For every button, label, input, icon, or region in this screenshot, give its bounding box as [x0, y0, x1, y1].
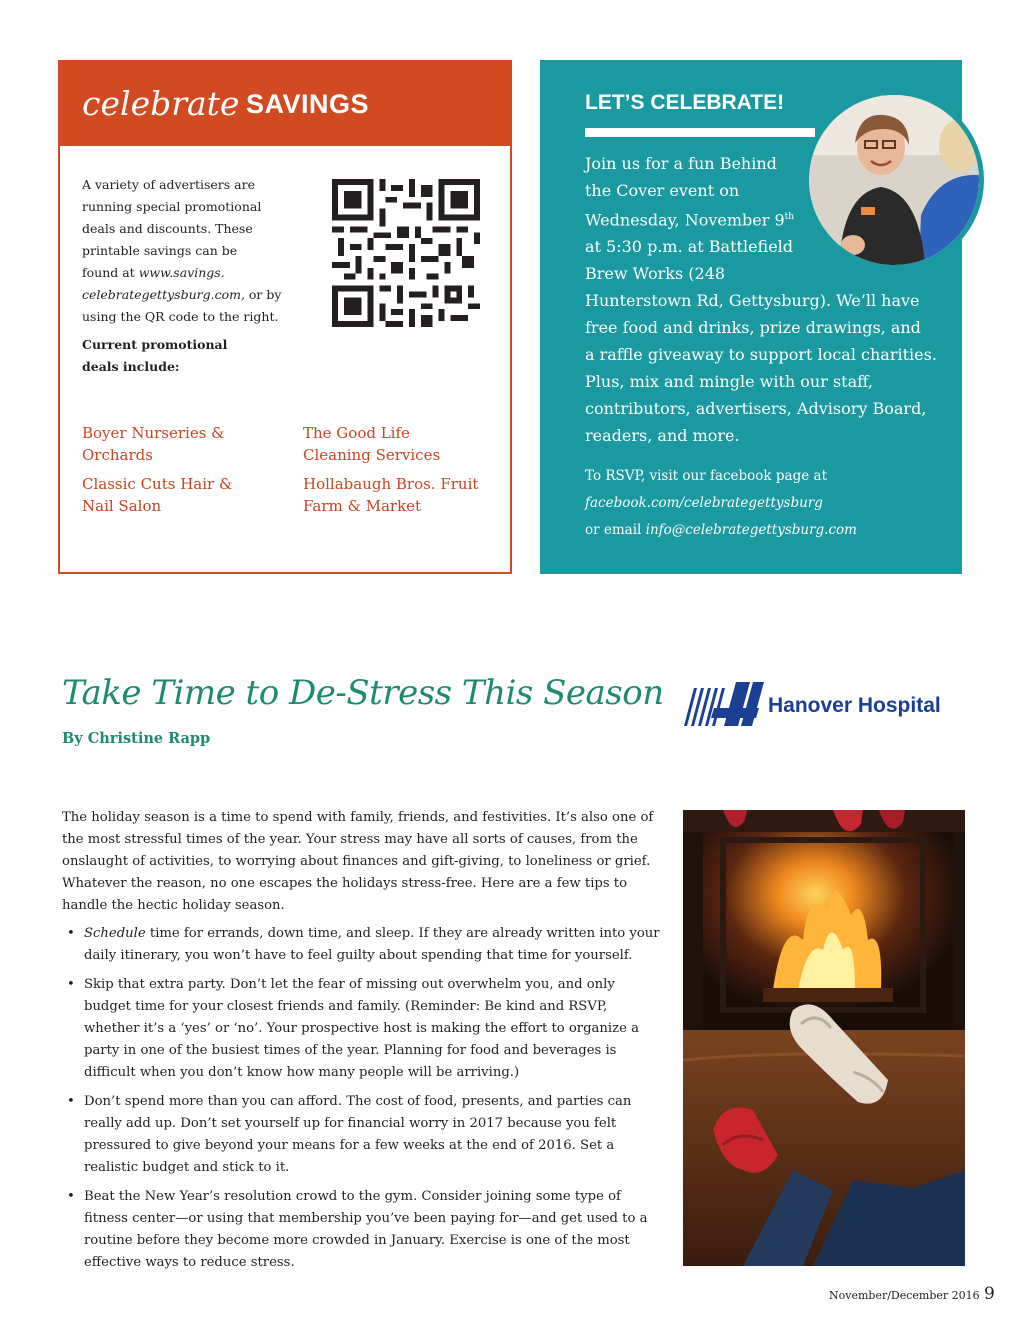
celebrate-box: [540, 60, 962, 574]
list-item: • Beat the New Year’s resolution crowd to the gym. Consider joining some type of fitness center—or using that membership you’ve been paying for—and get used to a routine before they become more crowded in January. Exercise is one of the most effective ways to reduce stress.: [62, 1186, 662, 1274]
savings-header: [60, 62, 510, 146]
intro-line: using the QR code to the right.: [82, 309, 279, 324]
intro-line: A variety of advertisers are: [82, 177, 255, 192]
fireplace-photo: [683, 810, 965, 1266]
deal-item: Boyer Nurseries & Orchards: [82, 424, 225, 464]
intro-line: deals and discounts. These: [82, 221, 253, 236]
savings-title-bold: SAVINGS: [246, 89, 370, 119]
deal-item: The Good Life Cleaning Services: [303, 424, 441, 464]
email-link[interactable]: info@celebrategettysburg.com: [645, 522, 857, 538]
deal-item: Hollabaugh Bros. Fruit Farm & Market: [303, 475, 479, 515]
deal-item: Classic Cuts Hair & Nail Salon: [82, 475, 233, 515]
savings-box: [58, 60, 512, 574]
intro-line: or by: [248, 287, 282, 302]
savings-url-part2[interactable]: celebrategettysburg.com,: [82, 287, 245, 302]
event-photo: [804, 90, 984, 270]
article-byline: By Christine Rapp: [62, 730, 211, 747]
intro-line: printable savings can be: [82, 243, 238, 258]
title-underline: [585, 128, 815, 137]
article-title: Take Time to De-Stress This Season: [62, 673, 664, 713]
tips-list: [62, 923, 662, 1281]
hanover-hospital-logo: [684, 682, 954, 730]
current-deals-label: Current promotional deals include:: [82, 337, 228, 374]
hanover-logo-icon: [684, 682, 764, 730]
footer-issue: November/December 2016: [829, 1289, 980, 1302]
article-intro: The holiday season is a time to spend with family, friends, and festivities. It’s also one of the most stressful times of the year. Your stress may have all sorts of causes, from the onslaught of activities, to worrying about finances and gift-giving, to loneliness or grief. Whatever the reason, no one escapes the holidays stress-free. Here are a few tips to handle the hectic holiday season.: [62, 810, 654, 913]
celebrate-title: LET’S CELEBRATE!: [585, 91, 785, 114]
savings-url-part1[interactable]: www.savings.: [138, 265, 225, 280]
list-item: • Skip that extra party. Don’t let the fear of missing out overwhelm you, and only budget time for your closest friends and family. (Reminder: Be kind and RSVP, whether it’s a ‘yes’ or ‘no’. Your prospective host is making the effort to organize a party in one of the busiest times of the year. Planning for food and beverages is difficult when you don’t know how many people will be arriving.): [62, 974, 662, 1084]
list-item: • Schedule time for errands, down time, and sleep. If they are already written into your daily itinerary, you won’t have to feel guilty about spending that time for yourself.: [62, 923, 662, 967]
qr-code-icon[interactable]: [332, 179, 480, 327]
savings-intro: [82, 174, 302, 328]
hanover-hospital-name: Hanover Hospital: [768, 694, 941, 717]
savings-title-script: celebrate: [82, 84, 240, 123]
facebook-link[interactable]: facebook.com/celebrategettysburg: [585, 495, 823, 511]
intro-line: found at: [82, 265, 135, 280]
intro-line: running special promotional: [82, 199, 262, 214]
rsvp-info: To RSVP, visit our facebook page at facebook.com/celebrategettysburg or email info@celebrategettysburg.com: [585, 468, 857, 538]
page-number: 9: [984, 1284, 995, 1304]
list-item: • Don’t spend more than you can afford. The cost of food, presents, and parties can really add up. Don’t set yourself up for financial worry in 2017 because you felt pressured to give beyond your means for a few weeks at the end of 2016. Set a realistic budget and stick to it.: [62, 1091, 662, 1179]
celebrate-body: Join us for a fun Behind the Cover event on Wednesday, November 9th at 5:30 p.m. at Battlefield Brew Works (248 Hunterstown Rd, Gettysburg). We’ll have free food and drinks, prize drawings, and a raffle giveaway to support local charities. Plus, mix and mingle with our staff, contributors, advertisers, Advisory Board, readers, and more.: [585, 154, 937, 446]
people-photo-icon: [809, 95, 979, 265]
